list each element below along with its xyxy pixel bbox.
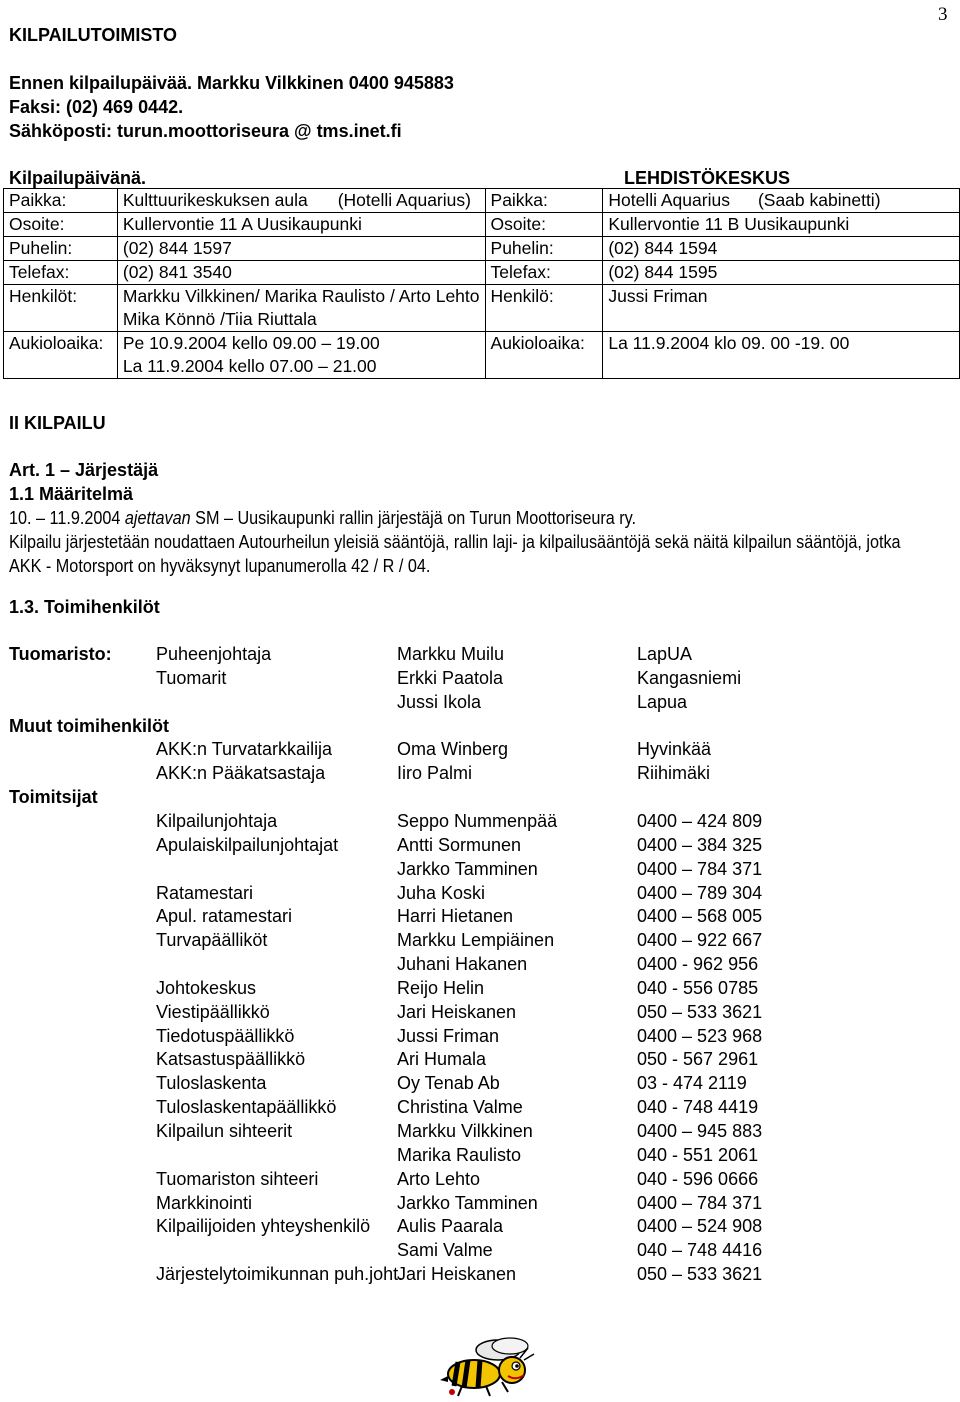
official-row: [0, 1048, 960, 1072]
official-row: [0, 929, 960, 953]
table-row: [4, 237, 960, 261]
official-role: Markkinointi: [156, 1193, 253, 1213]
label-cell: Henkilö:: [485, 285, 603, 332]
value-cell: Kulttuurikeskuksen aula (Hotelli Aquarius): [117, 189, 485, 213]
value-cell: (02) 844 1597: [117, 237, 485, 261]
official-row: [0, 810, 960, 834]
official-info: 0400 – 523 968: [637, 1026, 763, 1046]
official-role: Tuomariston sihteeri: [156, 1169, 319, 1189]
official-row: [0, 1215, 960, 1239]
official-name: Juhani Hakanen: [397, 954, 528, 974]
official-name: Jari Heiskanen: [397, 1264, 517, 1284]
official-info: 0400 – 384 325: [637, 835, 763, 855]
official-role: Katsastuspäällikkö: [156, 1049, 306, 1069]
label-cell: Telefax:: [4, 261, 118, 285]
official-info: 0400 – 789 304: [637, 883, 763, 903]
official-group: Toimitsijat: [9, 787, 98, 807]
official-group: Tuomaristo:: [9, 644, 112, 664]
official-name: Antti Sormunen: [397, 835, 522, 855]
official-role: Tuloslaskentapäällikkö: [156, 1097, 337, 1117]
official-name: Aulis Paarala: [397, 1216, 504, 1236]
label-cell: Henkilöt:: [4, 285, 118, 332]
official-info: 0400 – 922 667: [637, 930, 763, 950]
bee-logo: [440, 1336, 540, 1398]
label-cell: Osoite:: [485, 213, 603, 237]
page-number: 3: [938, 4, 948, 25]
official-row: [0, 953, 960, 977]
value-cell: Kullervontie 11 B Uusikaupunki: [603, 213, 960, 237]
office-info-table: [3, 188, 960, 379]
value-cell: Pe 10.9.2004 kello 09.00 – 19.00 La 11.9.2004 kello 07.00 – 21.00: [117, 332, 485, 379]
official-row: [0, 1001, 960, 1025]
rules-paragraph-line2: AKK - Motorsport on hyväksynyt lupanumerolla 42 / R / 04.: [9, 556, 431, 576]
official-name: Arto Lehto: [397, 1169, 481, 1189]
rules-paragraph-line1: Kilpailu järjestetään noudattaen Autourheilun yleisiä sääntöjä, rallin laji- ja kilpailusääntöjä sekä näitä kilpailun sääntöjä, jotka: [9, 532, 901, 552]
fax-line: Faksi: (02) 469 0442.: [9, 97, 184, 117]
official-name: Ari Humala: [397, 1049, 487, 1069]
label-cell: Paikka:: [485, 189, 603, 213]
official-info: Kangasniemi: [637, 668, 742, 688]
email-line: Sähköposti: turun.moottoriseura @ tms.inet.fi: [9, 121, 402, 141]
official-role: Apulaiskilpailunjohtajat: [156, 835, 339, 855]
official-info: 050 - 567 2961: [637, 1049, 759, 1069]
value-cell: La 11.9.2004 klo 09. 00 -19. 00: [603, 332, 960, 379]
label-cell: Puhelin:: [485, 237, 603, 261]
official-row: [0, 667, 960, 691]
label-cell: Osoite:: [4, 213, 118, 237]
official-name: Jarkko Tamminen: [397, 1193, 538, 1213]
official-info: Riihimäki: [637, 763, 711, 783]
official-row: [0, 738, 960, 762]
official-name: Iiro Palmi: [397, 763, 473, 783]
official-role: AKK:n Pääkatsastaja: [156, 763, 326, 783]
official-row: [0, 1096, 960, 1120]
official-info: 040 - 556 0785: [637, 978, 759, 998]
official-info: 0400 – 784 371: [637, 859, 763, 879]
subsection-heading: 1.1 Määritelmä: [9, 484, 134, 504]
official-role: Turvapäälliköt: [156, 930, 268, 950]
official-row: [0, 786, 960, 810]
official-role: Kilpailun sihteerit: [156, 1121, 293, 1141]
value-cell: (02) 844 1594: [603, 237, 960, 261]
value-cell: Markku Vilkkinen/ Marika Raulisto / Arto Lehto Mika Könnö /Tiia Riuttala: [117, 285, 485, 332]
official-row: [0, 1168, 960, 1192]
official-info: 040 - 596 0666: [637, 1169, 759, 1189]
official-info: Lapua: [637, 692, 688, 712]
official-name: Reijo Helin: [397, 978, 485, 998]
article-heading: Art. 1 – Järjestäjä: [9, 460, 159, 480]
official-row: [0, 762, 960, 786]
label-cell: Aukioloaika:: [4, 332, 118, 379]
official-row: [0, 1192, 960, 1216]
official-row: [0, 1120, 960, 1144]
table-row: [4, 332, 960, 379]
official-role: AKK:n Turvatarkkailija: [156, 739, 333, 759]
value-cell: Hotelli Aquarius (Saab kabinetti): [603, 189, 960, 213]
official-info: 0400 – 524 908: [637, 1216, 763, 1236]
official-role: Tuloslaskenta: [156, 1073, 267, 1093]
official-name: Seppo Nummenpää: [397, 811, 558, 831]
label-cell: Aukioloaika:: [485, 332, 603, 379]
official-info: 0400 – 424 809: [637, 811, 763, 831]
value-cell: (02) 844 1595: [603, 261, 960, 285]
official-name: Jussi Ikola: [397, 692, 482, 712]
official-name: Jussi Friman: [397, 1026, 500, 1046]
official-info: Hyvinkää: [637, 739, 712, 759]
official-info: 050 – 533 3621: [637, 1264, 763, 1284]
official-name: Erkki Paatola: [397, 668, 504, 688]
official-name: Oma Winberg: [397, 739, 509, 759]
official-info: 040 – 748 4416: [637, 1240, 763, 1260]
table-row: [4, 189, 960, 213]
official-row: [0, 1239, 960, 1263]
official-info: 0400 – 784 371: [637, 1193, 763, 1213]
value-cell: (02) 841 3540: [117, 261, 485, 285]
official-row: [0, 905, 960, 929]
official-row: [0, 643, 960, 667]
official-row: [0, 1072, 960, 1096]
official-name: Marika Raulisto: [397, 1145, 522, 1165]
official-info: LapUA: [637, 644, 693, 664]
official-name: Juha Koski: [397, 883, 486, 903]
official-info: 0400 – 945 883: [637, 1121, 763, 1141]
official-info: 050 – 533 3621: [637, 1002, 763, 1022]
official-name: Christina Valme: [397, 1097, 523, 1117]
official-name: Oy Tenab Ab: [397, 1073, 500, 1093]
official-row: [0, 1025, 960, 1049]
official-role: Ratamestari: [156, 883, 254, 903]
officials-heading: 1.3. Toimihenkilöt: [9, 597, 160, 617]
official-info: 040 - 748 4419: [637, 1097, 759, 1117]
label-cell: Puhelin:: [4, 237, 118, 261]
official-name: Markku Muilu: [397, 644, 505, 664]
official-row: [0, 1144, 960, 1168]
section-heading: II KILPAILU: [9, 413, 106, 433]
office-title: KILPAILUTOIMISTO: [9, 25, 178, 45]
official-role: Viestipäällikkö: [156, 1002, 270, 1022]
official-role: Tuomarit: [156, 668, 227, 688]
value-cell: Kullervontie 11 A Uusikaupunki: [117, 213, 485, 237]
official-name: Jarkko Tamminen: [397, 859, 538, 879]
before-race-contact: Ennen kilpailupäivää. Markku Vilkkinen 0400 945883: [9, 73, 454, 93]
official-role: Puheenjohtaja: [156, 644, 272, 664]
official-info: 0400 - 962 956: [637, 954, 759, 974]
official-row: [0, 882, 960, 906]
official-role: Apul. ratamestari: [156, 906, 293, 926]
official-name: Harri Hietanen: [397, 906, 514, 926]
official-role: Johtokeskus: [156, 978, 257, 998]
official-role: Tiedotuspäällikkö: [156, 1026, 295, 1046]
official-role: Kilpailunjohtaja: [156, 811, 278, 831]
official-name: Jari Heiskanen: [397, 1002, 517, 1022]
definition-paragraph: 10. – 11.9.2004 ajettavan SM – Uusikaupunki rallin järjestäjä on Turun Moottoriseura ry.: [9, 508, 637, 528]
official-name: Sami Valme: [397, 1240, 493, 1260]
official-row: [0, 715, 960, 739]
official-info: 03 - 474 2119: [637, 1073, 747, 1093]
official-row: [0, 691, 960, 715]
official-role: Kilpailijoiden yhteyshenkilö: [156, 1216, 371, 1236]
official-info: 040 - 551 2061: [637, 1145, 759, 1165]
race-day-label: Kilpailupäivänä.: [9, 168, 147, 188]
official-role: Järjestelytoimikunnan puh.joht.: [156, 1264, 404, 1284]
label-cell: Paikka:: [4, 189, 118, 213]
table-row: [4, 213, 960, 237]
official-row: [0, 977, 960, 1001]
official-group: Muut toimihenkilöt: [9, 716, 169, 736]
label-cell: Telefax:: [485, 261, 603, 285]
official-row: [0, 858, 960, 882]
official-row: [0, 834, 960, 858]
official-name: Markku Vilkkinen: [397, 1121, 533, 1141]
official-name: Markku Lempiäinen: [397, 930, 555, 950]
value-cell: Jussi Friman: [603, 285, 960, 332]
table-row: [4, 285, 960, 332]
official-info: 0400 – 568 005: [637, 906, 763, 926]
table-row: [4, 261, 960, 285]
official-row: [0, 1263, 960, 1287]
press-center-label: LEHDISTÖKESKUS: [624, 168, 791, 188]
